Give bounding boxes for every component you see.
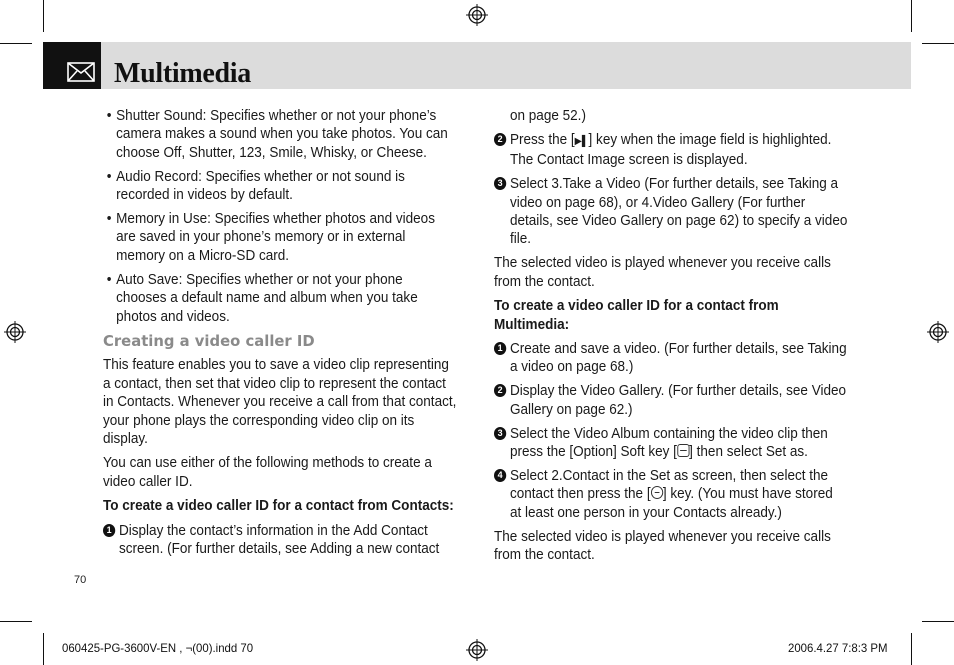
crop-mark: [922, 43, 954, 44]
step-item: 3 Select 3.Take a Video (For further details, see Taking a video on page 68), or 4.Video Gallery (For further details, see Video Gallery on page 62) to specify a video file.: [494, 175, 847, 249]
section-heading: Creating a video caller ID: [103, 331, 315, 350]
left-column: [103, 107, 456, 564]
step-item: 1 Display the contact’s information in the Add Contact screen. (For further details, see Adding a new contact: [103, 522, 456, 559]
list-item: • Memory in Use: Specifies whether photos and videos are saved in your phone’s memory or in external memory on a Micro-SD card.: [106, 211, 435, 264]
methods-paragraph: You can use either of the following methods to create a video caller ID.: [103, 455, 432, 490]
footer-timestamp: 2006.4.27 7:8:3 PM: [788, 641, 888, 655]
crop-mark: [922, 621, 954, 622]
step-item: 3 Select the Video Album containing the video clip then press the [Option] Soft key [ ] then select Set as.: [494, 425, 847, 462]
list-item: • Shutter Sound: Specifies whether or not your phone’s camera makes a sound when you take photos. You can choose Off, Shutter, 123, Smile, Whisky, or Cheese.: [106, 108, 448, 161]
step-item: 1 Create and save a video. (For further details, see Taking a video on page 68.): [494, 340, 847, 377]
registration-mark-icon: [466, 4, 488, 26]
envelope-icon: [67, 62, 95, 82]
list-item: • Auto Save: Specifies whether or not your phone chooses a default name and album when you take photos and videos.: [106, 271, 418, 325]
result-paragraph: The selected video is played whenever you receive calls from the contact.: [494, 528, 831, 564]
crop-mark: [911, 633, 912, 665]
play-key-icon: ▶▌: [574, 135, 589, 147]
crop-mark: [43, 0, 44, 32]
step-item: 2 Press the [▶▌] key when the image field is highlighted. The Contact Image screen is displayed.: [494, 131, 847, 170]
intro-paragraph: This feature enables you to save a video clip representing a contact, then set that video clip to represent the contact in Contacts. Whenever you receive a call from that contact, your phone plays the corresponding video clip on its display.: [103, 357, 457, 447]
step-item: 4 Select 2.Contact in the Set as screen, then select the contact then press the [ ] key. (You must have stored at least one person in your Contacts already.): [494, 467, 847, 522]
page-title: Multimedia: [114, 58, 251, 89]
crop-mark: [911, 0, 912, 32]
subheading: To create a video caller ID for a contact from Multimedia:: [494, 298, 779, 333]
crop-mark: [43, 633, 44, 665]
continuation-text: on page 52.): [509, 108, 586, 124]
registration-mark-icon: [466, 639, 488, 661]
result-paragraph: The selected video is played whenever you receive calls from the contact.: [494, 255, 831, 290]
registration-mark-icon: [927, 321, 949, 343]
chapter-icon-box: [43, 42, 101, 89]
page-number: 70: [74, 574, 87, 586]
step-item: 2 Display the Video Gallery. (For further details, see Video Gallery on page 62.): [494, 382, 847, 419]
registration-mark-icon: [4, 321, 26, 343]
right-column: [494, 107, 847, 570]
soft-key-icon: [677, 444, 689, 457]
subheading: To create a video caller ID for a contact from Contacts:: [103, 498, 454, 515]
list-item: • Audio Record: Specifies whether or not sound is recorded in videos by default.: [106, 168, 405, 204]
footer-file-info: 060425-PG-3600V-EN , ¬(00).indd 70: [62, 641, 254, 655]
crop-mark: [0, 43, 32, 44]
ok-key-icon: [651, 486, 663, 499]
crop-mark: [0, 621, 32, 622]
